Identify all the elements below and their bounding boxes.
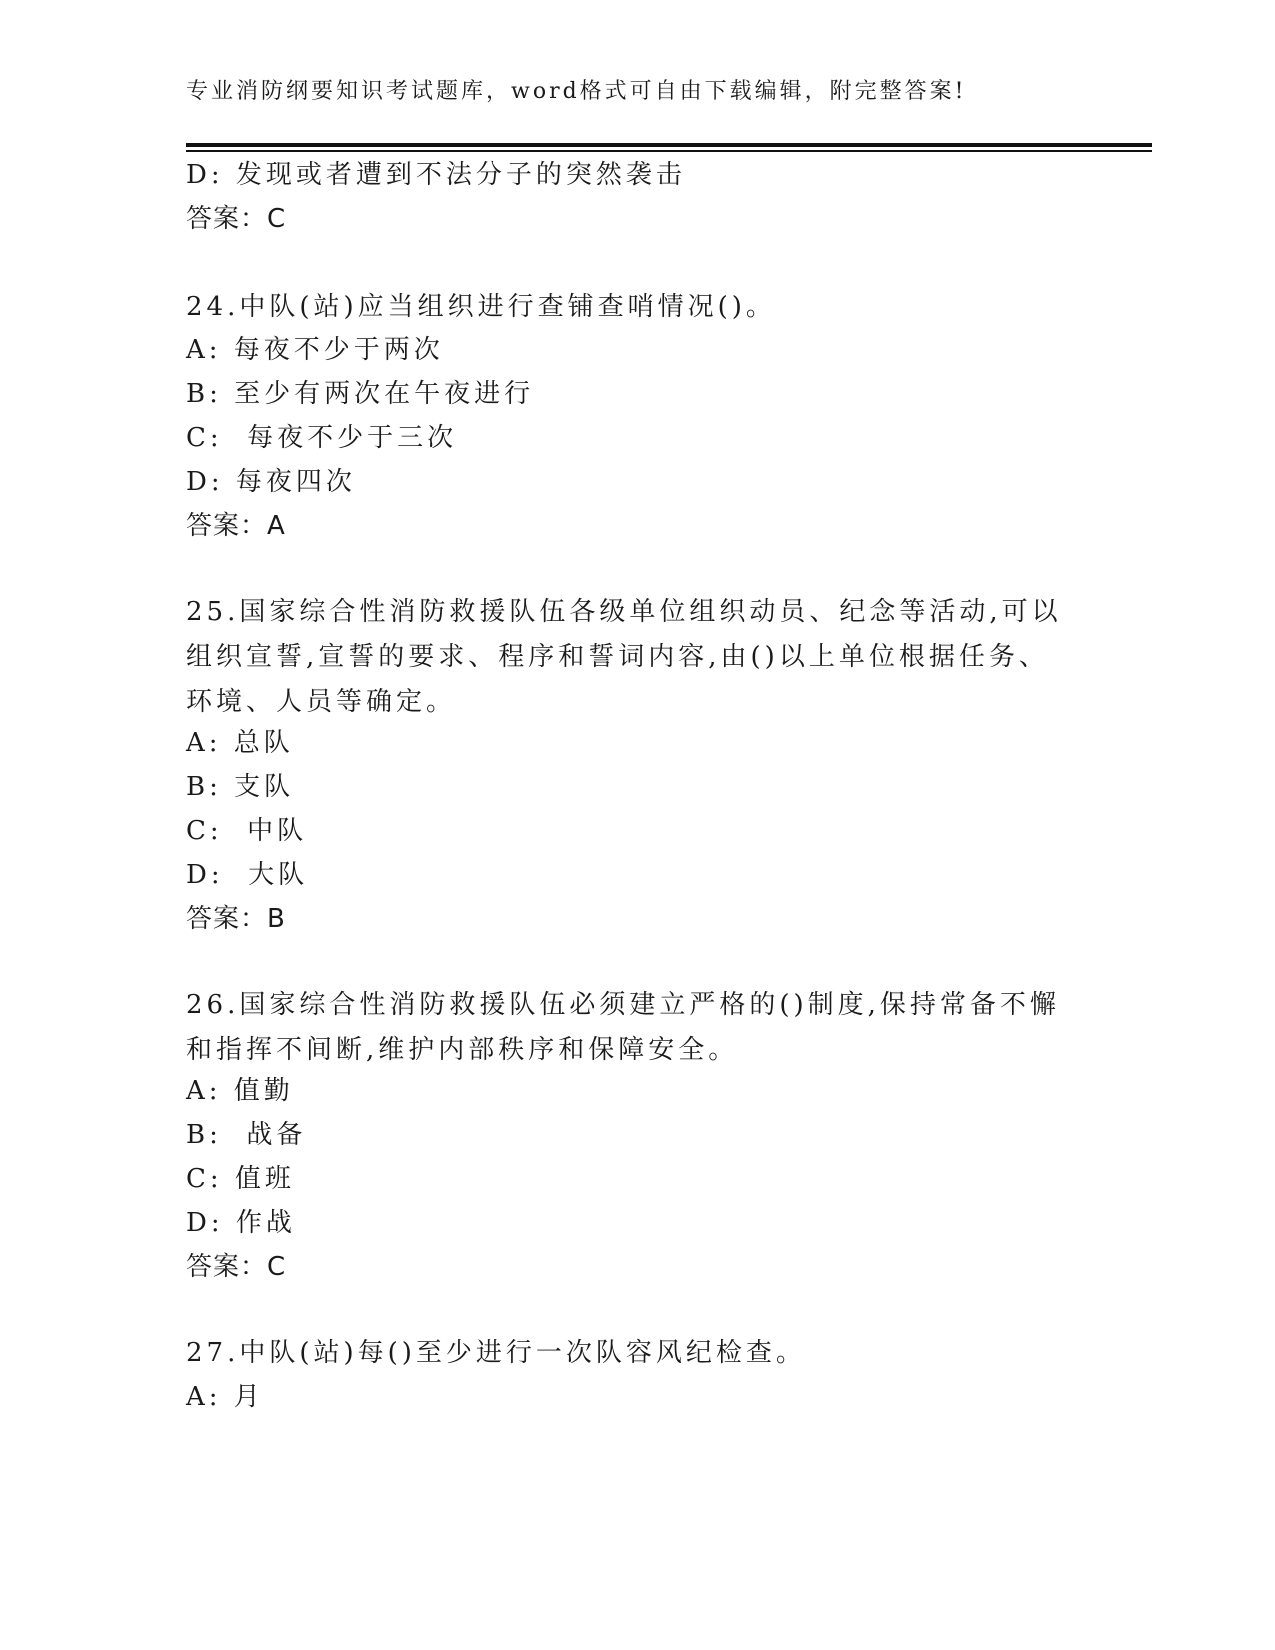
question-25-option-a: A: 总队: [186, 728, 294, 758]
question-27-option-a: A: 月: [186, 1382, 264, 1412]
question-stem-24: 24.中队(站)应当组织进行查铺查哨情况()。: [186, 292, 776, 322]
question-stem-25: 25.国家综合性消防救援队伍各级单位组织动员、纪念等活动,可以组织宣誓,宣誓的要求、程序和誓词内容,由()以上单位根据任务、环境、人员等确定。: [186, 597, 1062, 717]
page-header: 专业消防纲要知识考试题库，word格式可自由下载编辑，附完整答案!: [186, 79, 967, 104]
question-26-answer: 答案：C: [186, 1252, 287, 1282]
question-24-answer: 答案：A: [186, 511, 286, 541]
question-25-option-b: B: 支队: [186, 772, 295, 802]
carryover-answer: 答案：C: [186, 204, 287, 234]
question-26-option-a: A: 值勤: [186, 1076, 294, 1106]
question-stem-27: 27.中队(站)每()至少进行一次队容风纪检查。: [186, 1338, 806, 1368]
header-rule-thick: [186, 143, 1152, 147]
question-26-option-c: C: 值班: [186, 1164, 295, 1194]
question-25-option-c: C: 中队: [186, 816, 308, 846]
question-24-option-a: A: 每夜不少于两次: [186, 335, 444, 365]
carryover-option-d: D: 发现或者遭到不法分子的突然袭击: [186, 160, 686, 190]
question-26-option-d: D: 作战: [186, 1208, 296, 1238]
header-rule-thin: [186, 150, 1152, 152]
question-24-option-b: B: 至少有两次在午夜进行: [186, 379, 535, 409]
question-24-option-d: D: 每夜四次: [186, 467, 356, 497]
question-24-option-c: C: 每夜不少于三次: [186, 423, 458, 453]
question-25-option-d: D: 大队: [186, 860, 309, 890]
question-stem-26: 26.国家综合性消防救援队伍必须建立严格的()制度,保持常备不懈和指挥不间断,维护内部秩序和保障安全。: [186, 990, 1060, 1065]
question-26-option-b: B: 战备: [186, 1120, 307, 1150]
question-25-answer: 答案：B: [186, 904, 286, 934]
